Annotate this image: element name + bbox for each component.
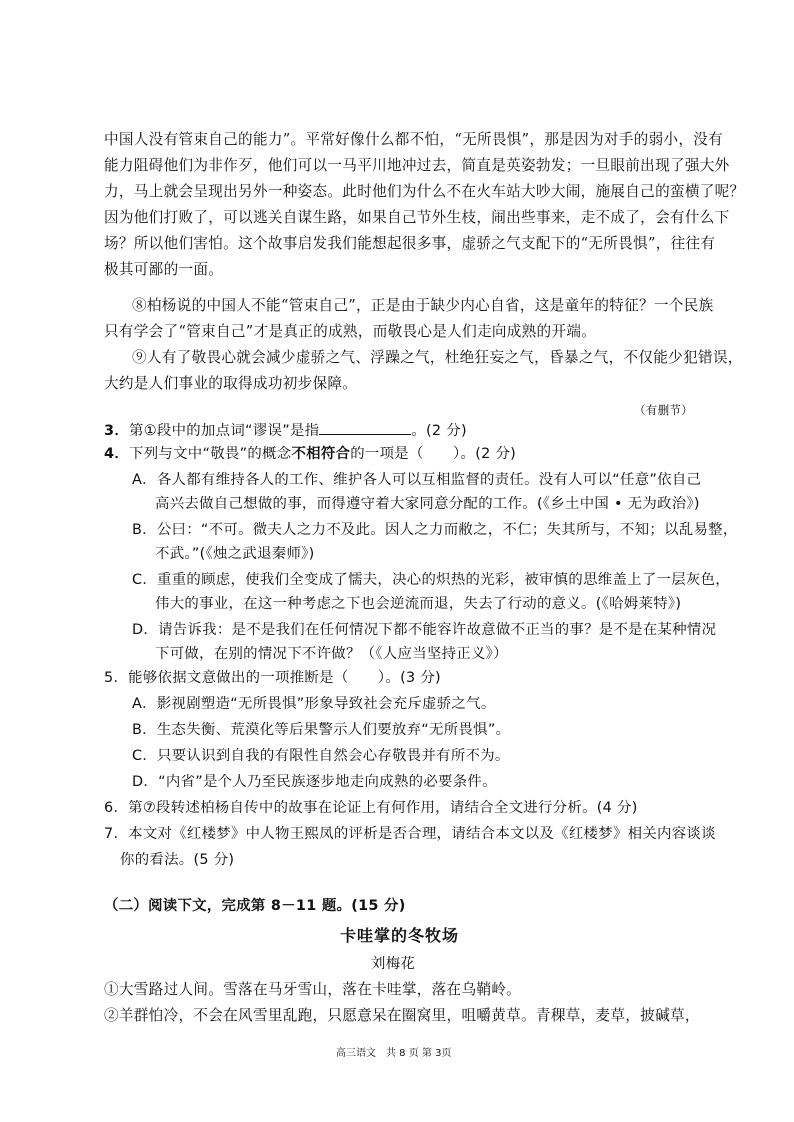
p7-line-1: 中国人没有管束自己的能力”。平常好像什么都不怕，“无所畏惧”，那是因为对手的弱小，没有 — [104, 131, 724, 148]
q4-number: 4． — [104, 446, 130, 462]
q4-option-a-line-2: 高兴去做自己想做的事，而得遵守着大家同意分配的工作。(《乡土中国 • 无为政治》) — [155, 496, 700, 512]
question-3 — [104, 420, 467, 441]
p8-line-1: ⑧柏杨说的中国人不能“管束自己”，正是由于缺少内心自省，这是童年的特征？一个民族 — [132, 297, 714, 314]
p7-line-4: 因为他们打败了，可以逃关自谋生路，如果自己节外生枝，闹出些事来，走不成了，会有什么下 — [104, 209, 730, 226]
p9-line-1: ⑨人有了敬畏心就会减少虚骄之气、浮躁之气，杜绝狂妄之气，昏暴之气，不仅能少犯错误， — [132, 349, 743, 366]
q4-option-a-line-1: A．各人都有维持各人的工作、维护各人可以互相监督的责任。没有人可以“任意”依自己 — [132, 472, 702, 488]
q5-option-b: B．生态失衡、荒漠化等后果警示人们要放弃“无所畏惧”。 — [132, 722, 511, 738]
p9-line-2: 大约是人们事业的取得成功初步保障。 — [104, 375, 358, 392]
article-p1: ①大雪路过人间。雪落在马牙雪山，落在卡哇掌，落在乌鞘岭。 — [104, 981, 522, 998]
abridged-note: （有删节） — [634, 403, 693, 417]
question-4 — [104, 444, 516, 464]
p7-line-5: 场？所以他们害怕。这个故事启发我们能想起很多事，虚骄之气支配下的“无所畏惧”，往往有 — [104, 235, 716, 252]
q4-option-c-line-1: C．重重的顾虑，使我们全变成了懦夫，决心的炽热的光彩，被审慎的思维盖上了一层灰色， — [132, 572, 730, 588]
question-7-line-2: 你的看法。(5 分) — [120, 852, 235, 868]
question-6: 6．第⑦段转述柏杨自传中的故事在论证上有何作用，请结合全文进行分析。(4 分) — [104, 800, 638, 816]
question-7-line-1: 7．本文对《红楼梦》中人物王熙凤的评析是否合理，请结合本文以及《红楼梦》相关内容谈谈 — [104, 826, 716, 842]
question-5: 5．能够依据文意做出的一项推断是（ ）。(3 分) — [104, 670, 441, 686]
p7-line-3: 力，马上就会呈现出另外一种姿态。此时他们为什么不在火车站大吵大闹，施展自己的蛮横了呢？ — [104, 183, 745, 200]
q4-option-b-line-2: 不武。”(《烛之武退秦师》) — [155, 546, 315, 562]
article-author: 刘梅花 — [371, 956, 416, 972]
article-p2: ②羊群怕冷，不会在风雪里乱跑，只愿意呆在圈窝里，咀嚼黄草。青稞草，麦草，披碱草， — [104, 1007, 700, 1024]
q3-number: 3． — [104, 423, 130, 439]
q5-option-c: C．只要认识到自我的有限性自然会心存敬畏并有所不为。 — [132, 748, 510, 764]
q3-score: 。(2 分) — [411, 423, 467, 439]
q4-option-d-line-2: 下可做，在别的情况下不许做？（《人应当坚持正义》） — [155, 646, 508, 662]
q4-option-d-line-1: D．请告诉我：是不是我们在任何情况下都不能容许故意做不正当的事？是不是在某种情况 — [132, 622, 717, 638]
q3-text: 第①段中的加点词“谬误”是指 — [129, 423, 320, 439]
q4-option-c-line-2: 伟大的事业，在这一种考虑之下也会逆流而退，失去了行动的意义。(《哈姆莱特》) — [155, 596, 682, 612]
q4-text-pre: 下列与文中“敬畏”的概念 — [129, 446, 292, 462]
p8-line-2: 只有学会了“管束自己”才是真正的成熟，而敬畏心是人们走向成熟的开端。 — [104, 323, 597, 340]
section-two-heading: （二）阅读下文，完成第 8－11 题。(15 分) — [104, 898, 406, 914]
q4-text-emphasis: 不相符合 — [291, 446, 351, 462]
p7-line-2: 能力阻碍他们为非作歹，他们可以一马平川地冲过去，简直是英姿勃发；一旦眼前出现了强大外 — [104, 157, 730, 174]
q4-option-b-line-1: B．公曰：“不可。微夫人之力不及此。因人之力而敝之，不仁；失其所与，不知；以乱易整， — [132, 522, 738, 538]
q5-option-d: D．“内省”是个人乃至民族逐步地走向成熟的必要条件。 — [132, 774, 497, 790]
q5-option-a: A．影视剧塑造“无所畏惧”形象导致社会充斥虚骄之气。 — [132, 696, 496, 712]
p7-line-6: 极其可鄙的一面。 — [104, 261, 224, 278]
page-footer: 高三语文 共 8 页 第 3页 — [336, 1048, 452, 1059]
q4-text-post: 的一项是（ ）。(2 分) — [350, 446, 517, 462]
q3-answer-blank[interactable] — [319, 420, 411, 435]
article-title: 卡哇掌的冬牧场 — [340, 926, 460, 945]
